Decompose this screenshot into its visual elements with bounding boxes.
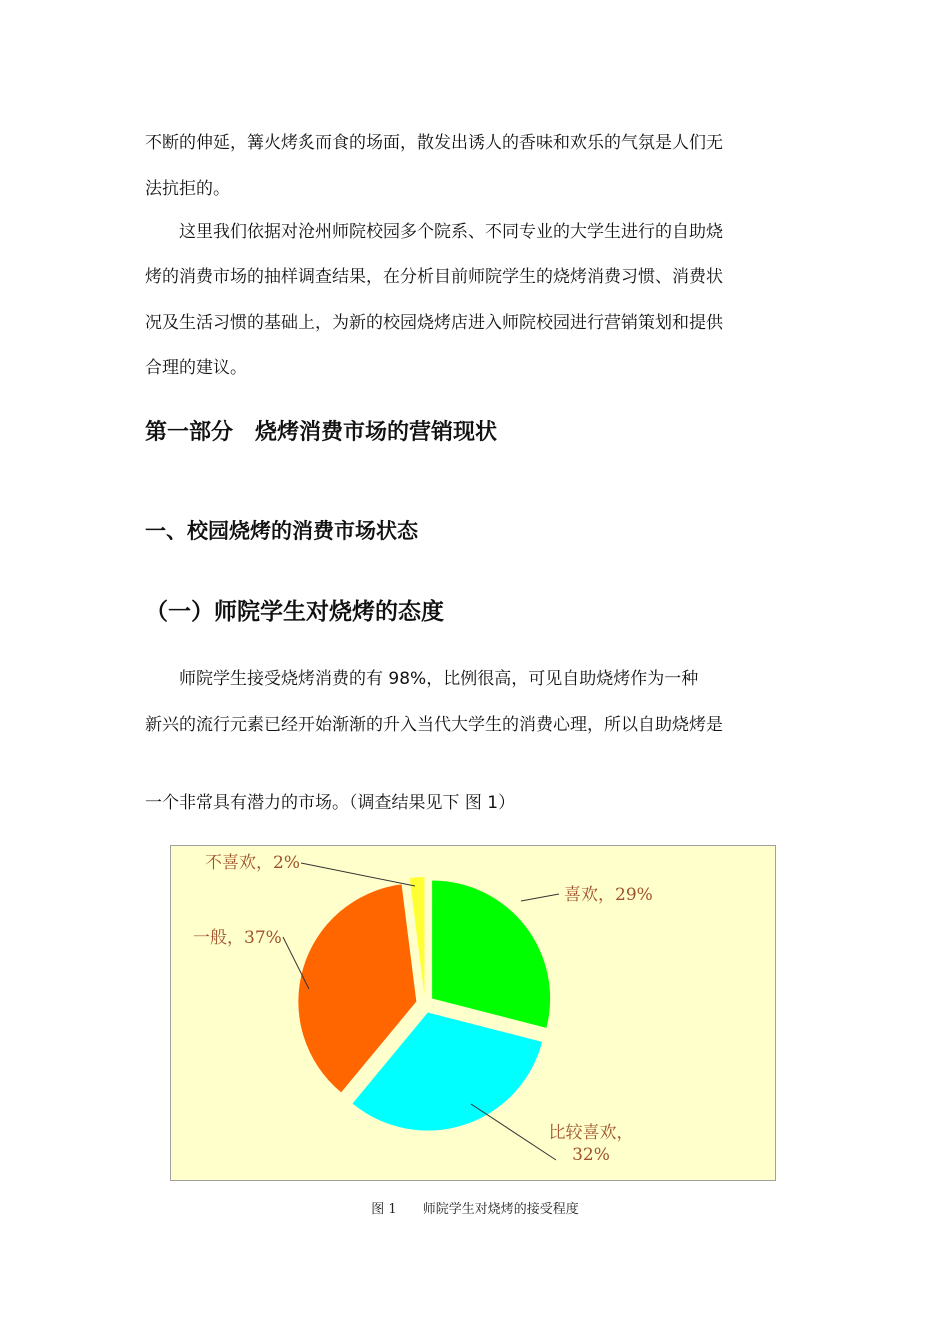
pie-chart xyxy=(170,845,776,1181)
para2-line-2: 新兴的流行元素已经开始渐渐的升入当代大学生的消费心理，所以自助烧烤是 xyxy=(145,715,723,735)
figure-caption: 图 1 师院学生对烧烤的接受程度 xyxy=(371,1202,579,1217)
slice-like-leader-line xyxy=(521,894,559,901)
subsection-heading: （一）师院学生对烧烤的态度 xyxy=(145,599,444,625)
slice-dislike-label: 不喜欢，2% xyxy=(205,853,300,873)
body-line-4: 烤的消费市场的抽样调查结果，在分析目前师院学生的烧烤消费习惯、消费状 xyxy=(145,267,723,287)
slice-neutral-label: 一般，37% xyxy=(193,928,282,948)
slice-like-label: 喜欢，29% xyxy=(564,885,653,905)
slice-fairly-like-label: 比较喜欢， 32% xyxy=(548,1123,634,1165)
slice-fairly-like-leader-line xyxy=(471,1104,556,1160)
body-line-2: 法抗拒的。 xyxy=(145,179,230,199)
body-line-6: 合理的建议。 xyxy=(145,358,247,378)
section-heading: 一、校园烧烤的消费市场状态 xyxy=(145,519,418,543)
body-line-1: 不断的伸延，篝火烤炙而食的场面，散发出诱人的香味和欢乐的气氛是人们无 xyxy=(145,133,723,153)
para2-line-3: 一个非常具有潜力的市场。（调查结果见下 图 1） xyxy=(145,793,516,813)
pie-chart-svg xyxy=(171,846,777,1182)
slice-dislike-leader-line xyxy=(301,863,415,886)
body-line-3: 这里我们依据对沧州师院校园多个院系、不同专业的大学生进行的自助烧 xyxy=(145,222,723,242)
para2-line-1: 师院学生接受烧烤消费的有 98%，比例很高，可见自助烧烤作为一种 xyxy=(145,669,699,689)
part-heading: 第一部分 烧烤消费市场的营销现状 xyxy=(145,420,498,445)
body-line-5: 况及生活习惯的基础上，为新的校园烧烤店进入师院校园进行营销策划和提供 xyxy=(145,313,723,333)
slice-like xyxy=(432,880,550,1027)
